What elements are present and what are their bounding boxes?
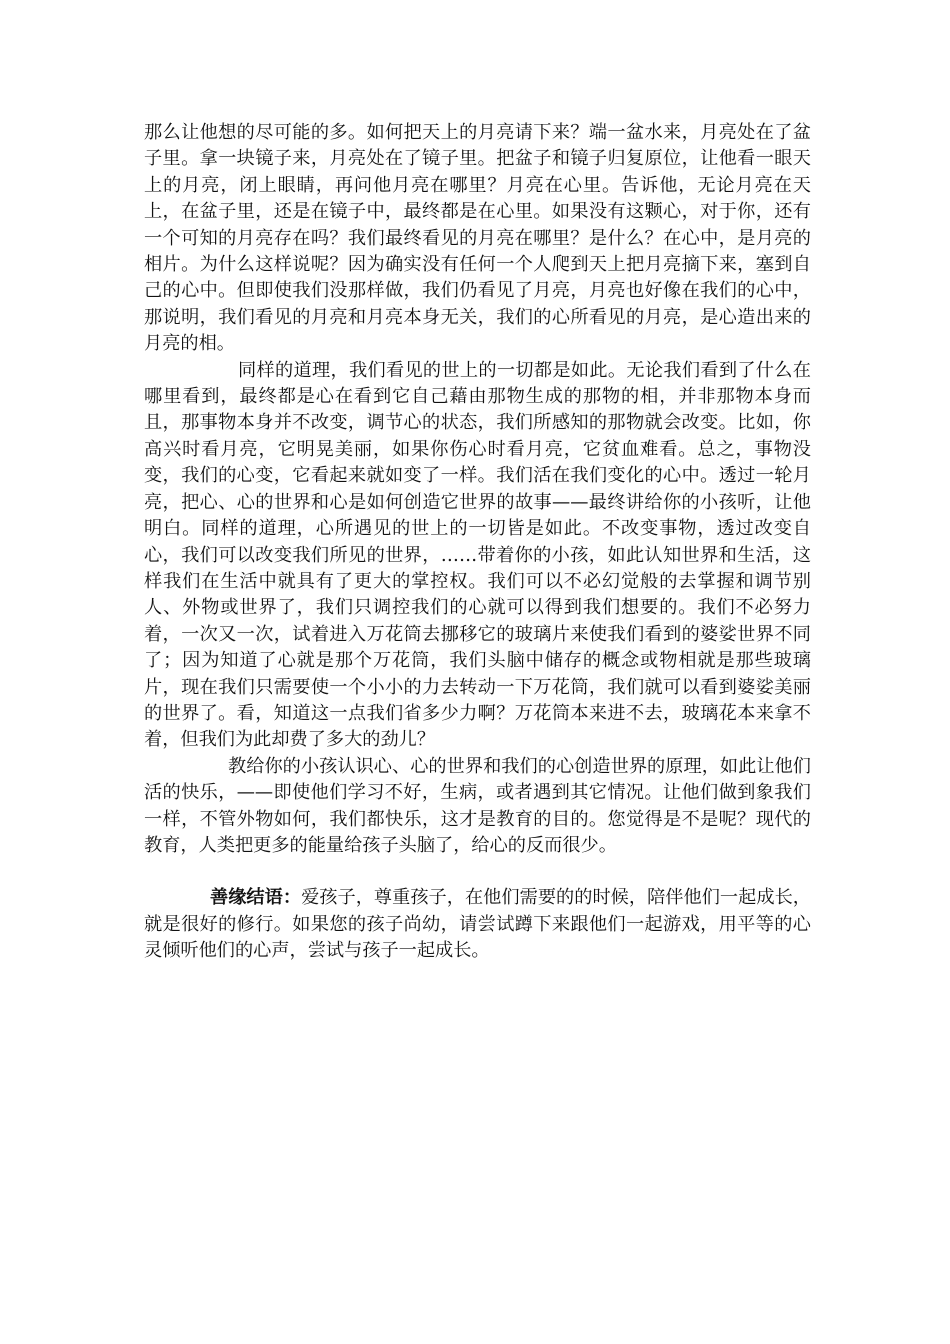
paragraph-moon-reflection: 那么让他想的尽可能的多。如何把天上的月亮请下来？端一盆水来，月亮处在了盆子里。拿一块镜子来，月亮处在了镜子里。把盆子和镜子归复原位，让他看一眼天上的月亮，闭上眼睛，再问他月亮在哪里？月亮在心里。告诉他，无论月亮在天上，在盆子里，还是在镜子中，最终都是在心里。如果没有这颗心，对于你，还有一个可知的月亮存在吗？我们最终看见的月亮在哪里？是什么？在心中，是月亮的相片。为什么这样说呢？因为确实没有任何一个人爬到天上把月亮摘下来，塞到自己的心中。但即使我们没那样做，我们仍看见了月亮，月亮也好像在我们的心中，那说明，我们看见的月亮和月亮本身无关，我们的心所看见的月亮，是心造出来的月亮的相。 <box>144 122 811 355</box>
paragraph-spacer <box>144 859 811 885</box>
paragraph-same-principle: 同样的道理，我们看见的世上的一切都是如此。无论我们看到了什么在哪里看到，最终都是心在看到它自己藉由那物生成的那物的相，并非那物本身而且，那事物本身并不改变，调节心的状态，我们所感知的那物就会改变。比如，你高兴时看月亮，它明晃美丽，如果你伤心时看月亮，它贫血难看。总之，事物没变，我们的心变，它看起来就如变了一样。我们活在我们变化的心中。透过一轮月亮，把心、心的世界和心是如何创造它世界的故事——最终讲给你的小孩听，让他明白。同样的道理，心所遇见的世上的一切皆是如此。不改变事物，透过改变自心，我们可以改变我们所见的世界，……带着你的小孩，如此认知世界和生活，这样我们在生活中就具有了更大的掌控权。我们可以不必幻觉般的去掌握和调节别人、外物或世界了，我们只调控我们的心就可以得到我们想要的。我们不必努力着，一次又一次，试着进入万花筒去挪移它的玻璃片来使我们看到的婆娑世界不同了；因为知道了心就是那个万花筒，我们头脑中储存的概念或物相就是那些玻璃片，现在我们只需要使一个小小的力去转动一下万花筒，我们就可以看到婆娑美丽的世界了。看，知道这一点我们省多少力啊？万花筒本来进不去，玻璃花本来拿不着，但我们为此却费了多大的劲儿？ <box>144 359 811 751</box>
paragraph-teach-children: 教给你的小孩认识心、心的世界和我们的心创造世界的原理，如此让他们活的快乐，——即使他们学习不好，生病，或者遇到其它情况。让他们做到象我们一样，不管外物如何，我们都快乐，这才是教育的目的。您觉得是不是呢？现代的教育，人类把更多的能量给孩子头脑了，给心的反而很少。 <box>144 755 811 856</box>
document-body <box>144 120 811 965</box>
conclusion-paragraph <box>144 885 811 964</box>
conclusion-text: 爱孩子，尊重孩子，在他们需要的的时候，陪伴他们一起成长，就是很好的修行。如果您的孩子尚幼，请尝试蹲下来跟他们一起游戏，用平等的心灵倾听他们的心声，尝试与孩子一起成长。 <box>144 887 811 962</box>
conclusion-label: 善缘结语： <box>210 887 302 909</box>
